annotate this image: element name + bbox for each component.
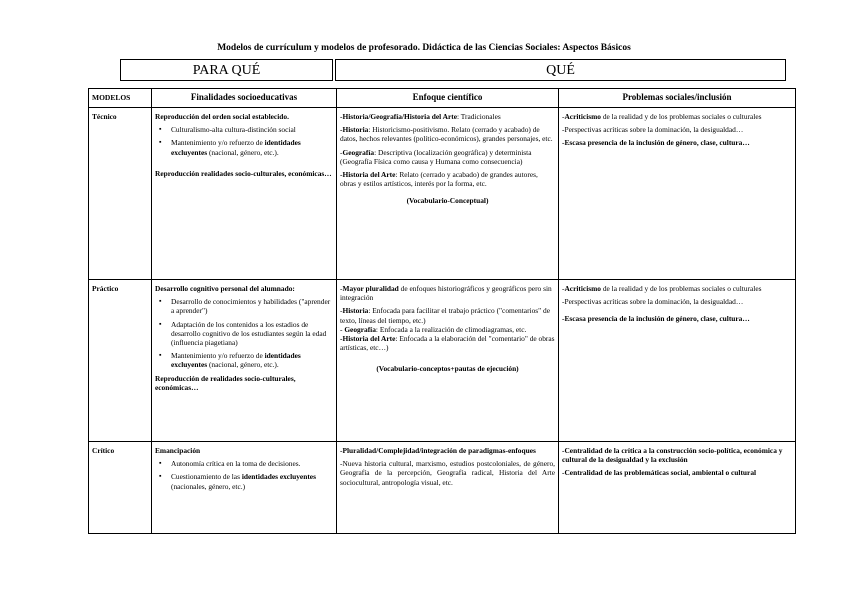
enfoque-cell [337, 280, 559, 442]
bold-text: Geografía [344, 324, 376, 334]
enfoque-cell [337, 108, 559, 280]
bold-text: -Historia [340, 125, 369, 135]
enf-paragraph: -Pluralidad/Complejidad/integración de paradigmas-enfoques [340, 446, 536, 455]
bold-text: Mayor pluralidad [342, 284, 399, 293]
text: - [562, 112, 565, 121]
text: : Historicismo-positivismo. Relato (cerrado y acabado) de datos, hechos relevantes (político-económicos), grandes personajes, etc. [340, 125, 553, 144]
model-name-tecnico: Técnico [89, 108, 152, 280]
bold-text: Geografía [342, 147, 375, 157]
fin-list [155, 459, 333, 491]
fin-heading: Reproducción del orden social establecido. [155, 112, 289, 121]
prob-paragraph: -Escasa presencia de la inclusión de género, clase, cultura… [562, 138, 750, 148]
bold-text: -Historia del Arte [340, 170, 396, 180]
text: de la realidad y de los problemas sociales o culturales [601, 284, 762, 293]
text: - [340, 324, 345, 334]
text: : Enfocada a la realización de climodiagramas, etc. [375, 324, 527, 334]
enf-footer: (Vocabulario-conceptos+pautas de ejecución) [376, 364, 519, 374]
fin-list [155, 125, 333, 157]
enf-paragraph [340, 112, 555, 121]
list-item: ▪ Culturalismo-alta cultura-distinción social [171, 125, 333, 134]
text: Cuestionamiento de las [171, 472, 242, 482]
enf-paragraph [340, 125, 555, 143]
text: Mantenimiento y/o refuerzo de [171, 138, 263, 148]
bold-text: Acriticismo [564, 112, 601, 121]
text: : Enfocada para facilitar el trabajo práctico ("comentarios" de texto, líneas del tiempo, etc.) [340, 306, 551, 325]
enf-paragraph [340, 170, 555, 188]
enf-paragraph: -Nueva historia cultural, marxismo, estudios postcoloniales, de género, Geografía de la percepción, Geografía radical, Historia del Arte sociocultural, antropología visual, etc. [340, 459, 555, 487]
prob-paragraph: -Centralidad de las problemáticas social, ambiental o cultural [562, 468, 757, 478]
problemas-cell [559, 108, 796, 280]
enf-paragraph [340, 325, 555, 334]
text: (nacional, género, etc.). [207, 147, 279, 157]
col-header-finalidades: Finalidades socioeducativas [152, 89, 337, 108]
prob-paragraph: -Perspectivas acríticas sobre la dominación, la desigualdad… [562, 125, 744, 135]
model-name-practico: Práctico [89, 280, 152, 442]
bold-text: Historia [342, 306, 369, 316]
fin-list [155, 297, 333, 369]
text: (nacional, género, etc.). [207, 360, 279, 370]
list-item: ▪ Adaptación de los contenidos a los estadios de desarrollo cognitivo de los estudiantes según la edad (influencia piagetiana) [171, 320, 333, 348]
finalidades-cell [152, 442, 337, 534]
enf-paragraph [340, 284, 555, 302]
problemas-cell [559, 280, 796, 442]
problemas-cell [559, 442, 796, 534]
bold-text: identidades excluyentes [171, 138, 301, 157]
fin-heading: Desarrollo cognitivo personal del alumnado: [155, 284, 295, 293]
bold-text: -Historia/Geografía/Historia del Arte [340, 112, 457, 121]
list-item [171, 351, 333, 369]
bold-text: -Historia del Arte [340, 334, 396, 344]
prob-paragraph: -Perspectivas acríticas sobre la dominación, la desigualdad… [562, 297, 744, 307]
prob-paragraph [562, 284, 792, 293]
text: de la realidad y de los problemas sociales o culturales [601, 112, 762, 121]
text: Mantenimiento y/o refuerzo de [171, 351, 263, 361]
finalidades-cell [152, 280, 337, 442]
enf-paragraph [340, 148, 555, 166]
text: : Enfocada a la elaboración del "comentario" de obras artísticas, etc…) [340, 334, 555, 353]
table-header-row [89, 89, 796, 108]
bold-text: Acriticismo [564, 284, 601, 293]
que-header: QUÉ [335, 59, 786, 81]
fin-heading: Emancipación [155, 446, 201, 455]
prob-paragraph [562, 112, 792, 121]
text: - [340, 306, 343, 316]
spacer [155, 161, 333, 169]
fin-footer: Reproducción realidades socio-culturales, económicas… [155, 168, 332, 178]
text: : Relato (cerrado y acabado) de grandes autores, obras y estilos artísticos, interés por la forma, etc. [340, 170, 538, 189]
model-name-critico: Crítico [89, 442, 152, 534]
finalidades-cell [152, 108, 337, 280]
prob-paragraph: -Centralidad de la crítica a la construcción socio-política, económica y cultural de la desigualdad y la exclusión [562, 446, 783, 465]
enfoque-cell [337, 442, 559, 534]
prob-paragraph: -Escasa presencia de la inclusión de género, clase, cultura… [562, 314, 750, 324]
text: : Tradicionales [457, 112, 501, 121]
bold-text: identidades excluyentes [241, 472, 316, 482]
enf-paragraph [340, 334, 555, 352]
col-header-problemas: Problemas sociales/inclusión [559, 89, 796, 108]
table-row-tecnico [89, 108, 796, 280]
text: - [340, 284, 343, 293]
list-item [171, 472, 333, 490]
text: (nacionales, género, etc.) [171, 481, 246, 491]
col-header-models: MODELOS [89, 89, 152, 108]
spacer [340, 356, 555, 364]
table-row-critico [89, 442, 796, 534]
table-row-practico [89, 280, 796, 442]
list-item [171, 138, 333, 156]
para-que-header: PARA QUÉ [120, 59, 333, 81]
col-header-enfoque: Enfoque científico [337, 89, 559, 108]
enf-paragraph [340, 306, 555, 324]
text: - [340, 147, 343, 157]
fin-footer: Reproducción de realidades socio-culturales, económicas… [155, 373, 296, 392]
models-table [88, 88, 796, 534]
text: - [562, 284, 565, 293]
enf-footer: (Vocabulario-Conceptual) [406, 196, 489, 206]
list-item: ▪ Autonomía crítica en la toma de decisiones. [171, 459, 333, 468]
text: de enfoques historiográficos y geográficos pero sin integración [340, 284, 552, 303]
bold-text: identidades excluyentes [171, 351, 301, 370]
list-item: ▪ Desarrollo de conocimientos y habilidades ("aprender a aprender") [171, 297, 333, 315]
text: : Descriptiva (localización geográfica) y determinista (Geografía Física como causa y Humana como consecuencia) [340, 147, 532, 166]
page-title: Modelos de currículum y modelos de profesorado. Didáctica de las Ciencias Sociales: Aspectos Básicos [217, 43, 631, 53]
